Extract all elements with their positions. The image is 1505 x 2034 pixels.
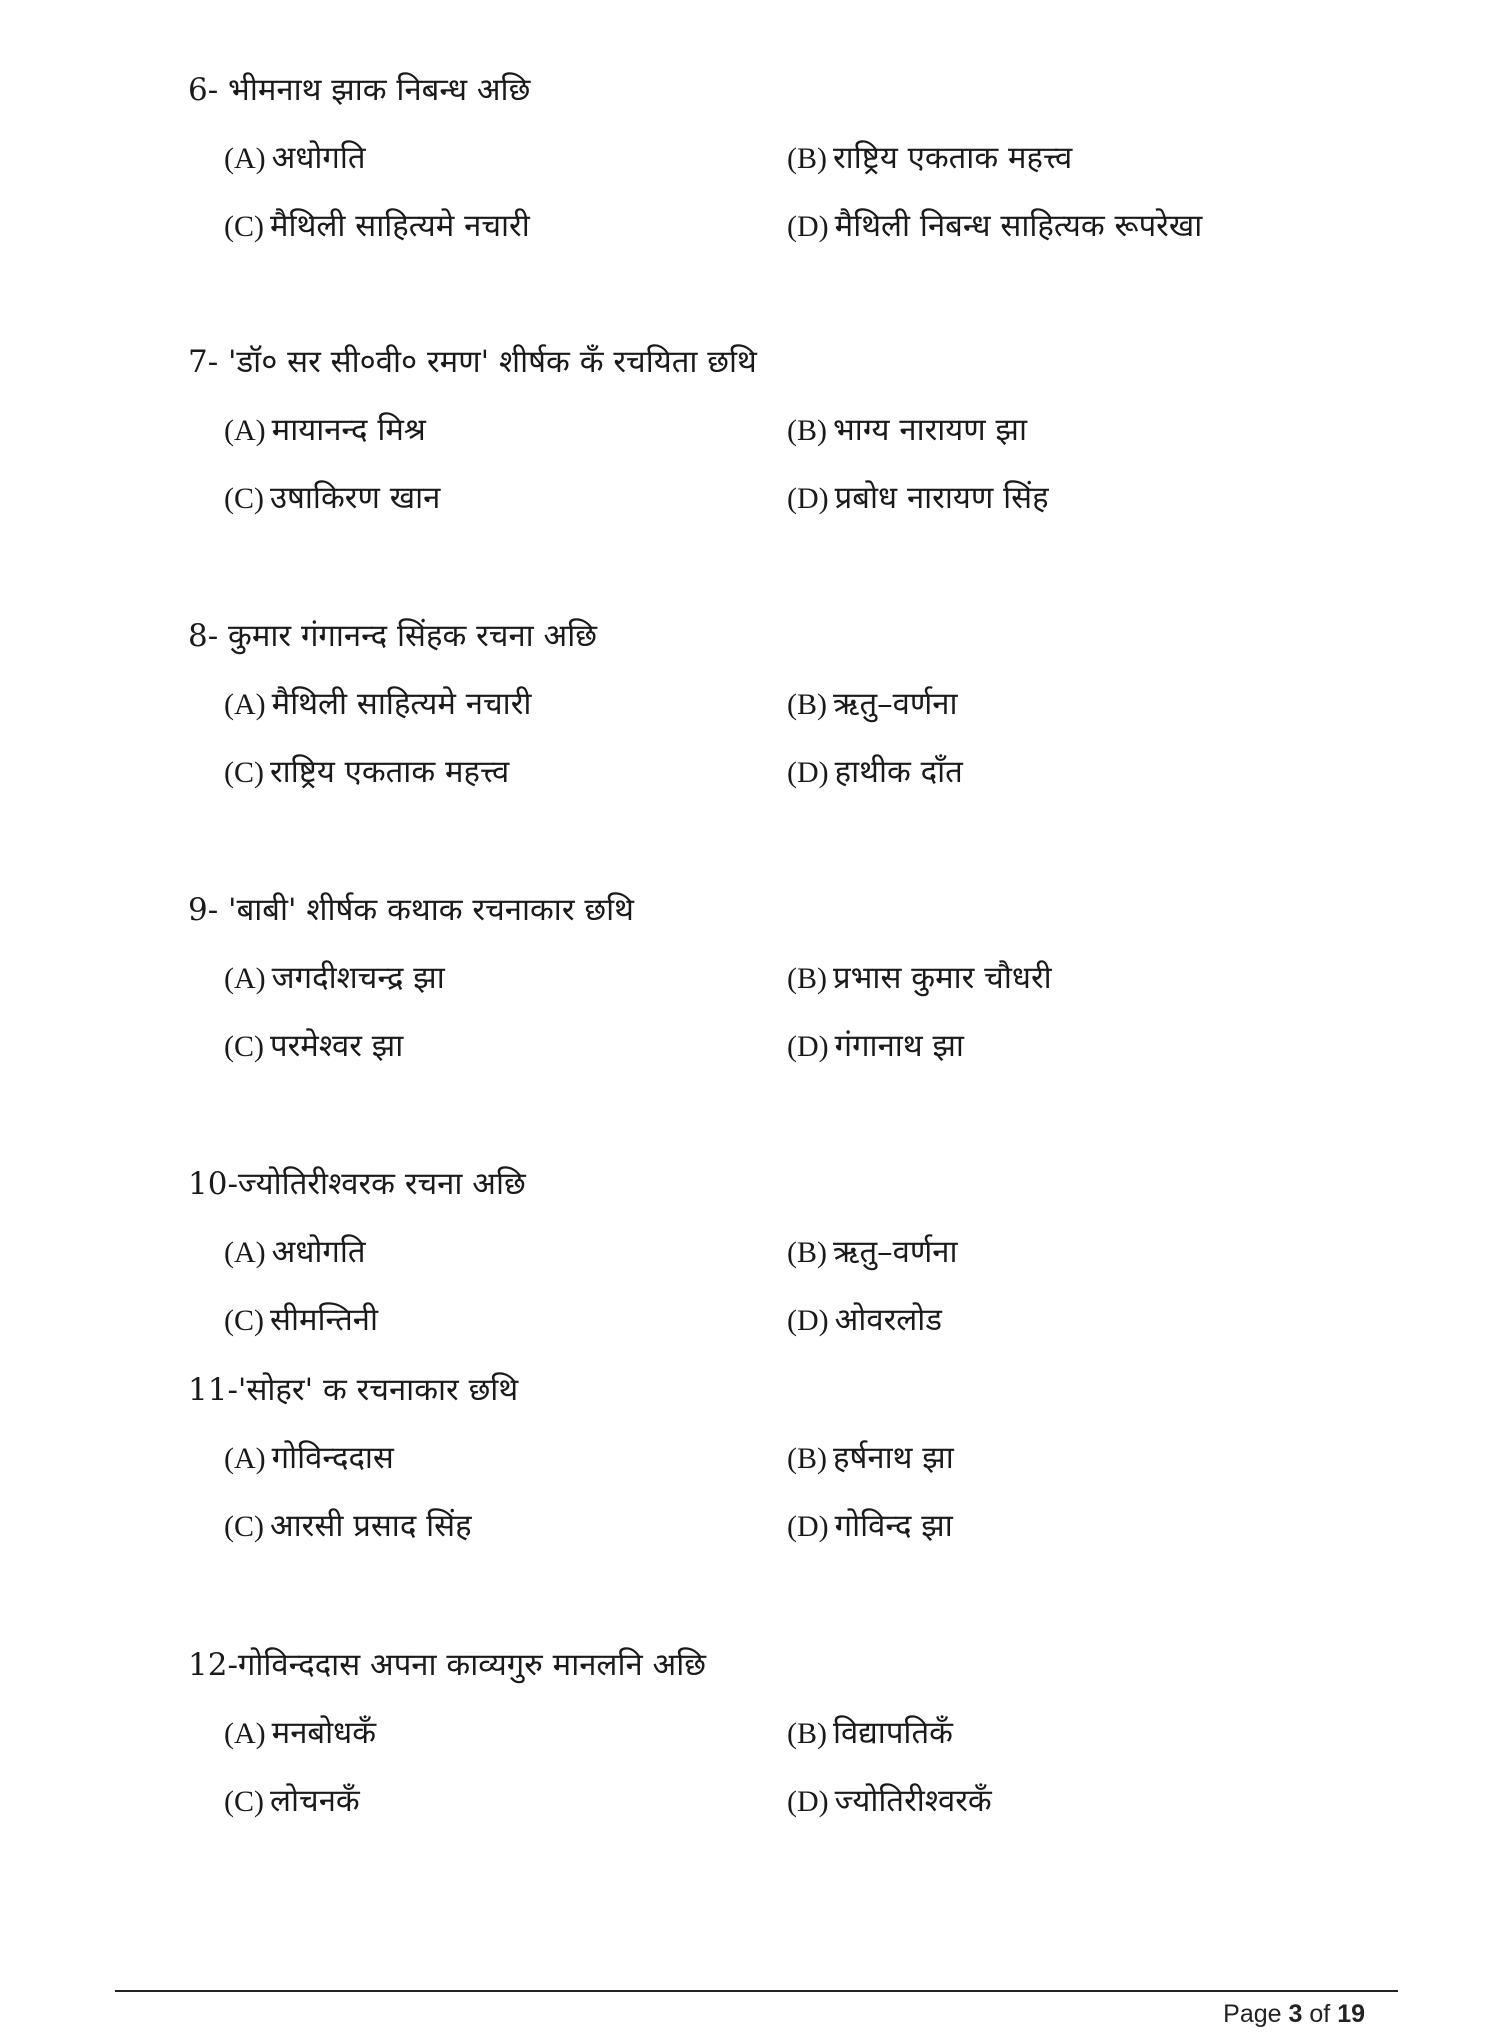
option-text: मैथिली निबन्ध साहित्यक रूपरेखा xyxy=(834,208,1203,244)
option-text: गंगानाथ झा xyxy=(834,1028,964,1064)
option-text: गोविन्द झा xyxy=(834,1508,953,1544)
option-c xyxy=(224,1026,403,1067)
option-b xyxy=(787,1713,953,1754)
option-label: (A) xyxy=(224,1442,266,1475)
option-c xyxy=(224,1300,378,1341)
option-label: (A) xyxy=(224,414,266,447)
option-d xyxy=(787,1026,964,1067)
option-d xyxy=(787,1781,992,1822)
option-d xyxy=(787,206,1202,247)
page-prefix: Page xyxy=(1223,2000,1282,2028)
option-c xyxy=(224,206,530,247)
option-label: (D) xyxy=(787,1510,829,1543)
option-text: राष्ट्रिय एकताक महत्त्व xyxy=(833,140,1073,176)
question-text: 7- 'डॉ० सर सी०वी० रमण' शीर्षक कँ रचयिता छथि xyxy=(188,344,757,380)
option-c xyxy=(224,752,509,793)
option-text: उषाकिरण खान xyxy=(270,480,441,516)
option-text: मनबोधकँ xyxy=(271,1715,377,1751)
question-text: 9- 'बाबी' शीर्षक कथाक रचनाकार छथि xyxy=(188,892,634,928)
option-label: (A) xyxy=(224,1717,266,1750)
option-text: ऋतु–वर्णना xyxy=(833,1234,958,1270)
option-c xyxy=(224,1506,472,1547)
page-current: 3 xyxy=(1288,2000,1303,2028)
option-label: (D) xyxy=(787,210,829,243)
option-a xyxy=(224,1232,366,1273)
page-of: of xyxy=(1309,2000,1331,2028)
option-text: ओवरलोड xyxy=(834,1302,942,1338)
option-text: अधोगति xyxy=(271,140,366,176)
option-text: मैथिली साहित्यमे नचारी xyxy=(271,686,532,722)
option-text: जगदीशचन्द्र झा xyxy=(271,960,445,996)
option-text: मैथिली साहित्यमे नचारी xyxy=(270,208,530,244)
option-label: (D) xyxy=(787,1785,829,1818)
option-label: (A) xyxy=(224,1236,266,1269)
option-text: हर्षनाथ झा xyxy=(833,1440,954,1476)
option-label: (C) xyxy=(224,1030,264,1063)
option-label: (D) xyxy=(787,1304,829,1337)
page-number xyxy=(1223,2000,1365,2029)
option-a xyxy=(224,410,426,451)
option-label: (D) xyxy=(787,756,829,789)
option-text: भाग्य नारायण झा xyxy=(833,412,1028,448)
option-label: (C) xyxy=(224,1785,264,1818)
question-text: 6- भीमनाथ झाक निबन्ध अछि xyxy=(188,72,531,108)
option-b xyxy=(787,1438,954,1479)
option-label: (C) xyxy=(224,210,264,243)
option-label: (B) xyxy=(787,1236,827,1269)
option-c xyxy=(224,1781,360,1822)
option-text: लोचनकँ xyxy=(270,1783,360,1819)
option-text: परमेश्वर झा xyxy=(270,1028,404,1064)
option-label: (B) xyxy=(787,1442,827,1475)
option-d xyxy=(787,1300,942,1341)
option-text: आरसी प्रसाद सिंह xyxy=(270,1508,472,1544)
option-text: गोविन्ददास xyxy=(271,1440,394,1476)
option-text: विद्यापतिकँ xyxy=(833,1715,953,1751)
option-label: (A) xyxy=(224,688,266,721)
option-c xyxy=(224,478,440,519)
option-text: मायानन्द मिश्र xyxy=(271,412,426,448)
option-label: (D) xyxy=(787,482,829,515)
option-a xyxy=(224,138,366,179)
option-a xyxy=(224,1713,376,1754)
option-d xyxy=(787,1506,953,1547)
option-a xyxy=(224,684,531,725)
option-a xyxy=(224,958,445,999)
option-a xyxy=(224,1438,394,1479)
option-label: (A) xyxy=(224,142,266,175)
option-label: (B) xyxy=(787,142,827,175)
option-label: (D) xyxy=(787,1030,829,1063)
option-d xyxy=(787,752,963,793)
option-text: सीमन्तिनी xyxy=(270,1302,379,1338)
option-text: राष्ट्रिय एकताक महत्त्व xyxy=(270,754,510,790)
question-text: 8- कुमार गंगानन्द सिंहक रचना अछि xyxy=(188,618,597,654)
option-label: (C) xyxy=(224,756,264,789)
question-text: 12-गोविन्ददास अपना काव्यगुरु मानलनि अछि xyxy=(188,1647,706,1683)
option-d xyxy=(787,478,1049,519)
page-total: 19 xyxy=(1337,2000,1365,2028)
footer-divider xyxy=(115,1990,1398,1992)
option-b xyxy=(787,684,958,725)
option-text: अधोगति xyxy=(271,1234,366,1270)
option-b xyxy=(787,410,1027,451)
option-b xyxy=(787,138,1072,179)
option-text: ऋतु–वर्णना xyxy=(833,686,958,722)
option-label: (A) xyxy=(224,962,266,995)
question-text: 11-'सोहर' क रचनाकार छथि xyxy=(188,1372,519,1408)
option-text: हाथीक दाँत xyxy=(834,754,963,790)
option-text: प्रबोध नारायण सिंह xyxy=(834,480,1049,516)
option-label: (B) xyxy=(787,414,827,447)
option-label: (B) xyxy=(787,688,827,721)
option-b xyxy=(787,958,1052,999)
option-label: (C) xyxy=(224,1510,264,1543)
option-label: (C) xyxy=(224,482,264,515)
option-text: प्रभास कुमार चौधरी xyxy=(833,960,1052,996)
option-label: (C) xyxy=(224,1304,264,1337)
option-b xyxy=(787,1232,958,1273)
option-label: (B) xyxy=(787,1717,827,1750)
option-label: (B) xyxy=(787,962,827,995)
option-text: ज्योतिरीश्वरकँ xyxy=(834,1783,992,1819)
question-text: 10-ज्योतिरीश्वरक रचना अछि xyxy=(188,1166,526,1202)
